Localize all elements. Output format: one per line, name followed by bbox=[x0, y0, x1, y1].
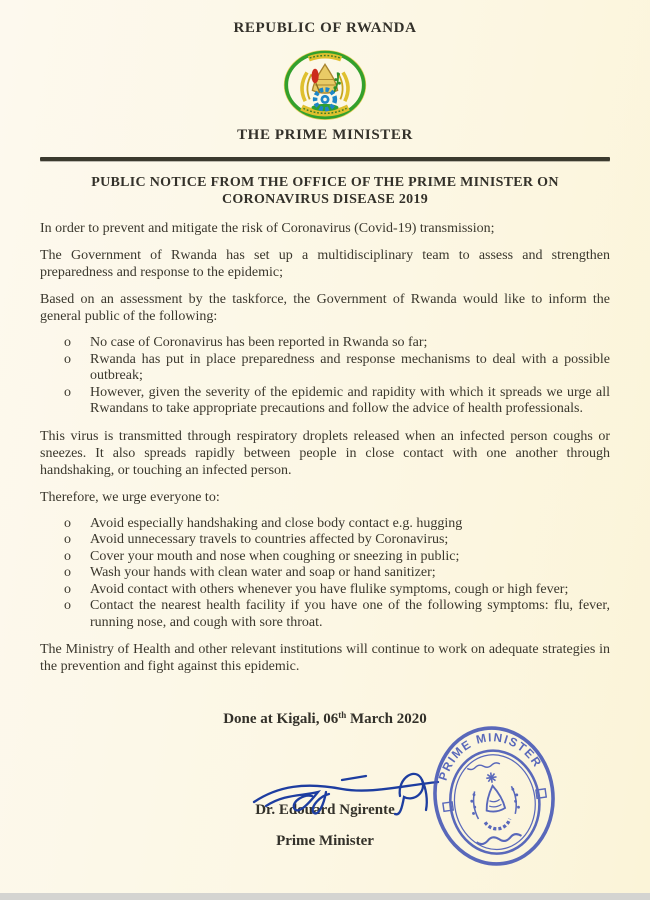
list-item: o No case of Coronavirus has been reported in Rwanda so far; bbox=[64, 335, 428, 350]
list-item: o Avoid contact with others whenever you have flulike symptoms, cough or high fever; bbox=[64, 581, 569, 597]
signatory-name: Dr. Edouard Ngirente bbox=[255, 802, 395, 818]
paragraph-assessment: Based on an assessment by the taskforce, the Government of Rwanda would like to inform the general public of the following: bbox=[40, 292, 610, 324]
bullet-marker: o bbox=[64, 532, 71, 547]
bullet-marker: o bbox=[64, 598, 71, 613]
rwanda-coat-of-arms-icon bbox=[277, 49, 373, 121]
list-item: o However, given the severity of the epidemic and rapidity with which it spreads we urge all Rwandans to take appropriate precautions and follow the advice of health professionals. bbox=[64, 384, 610, 416]
office-title: THE PRIME MINISTER bbox=[237, 127, 413, 143]
list-item: o Rwanda has put in place preparedness and response mechanisms to deal with a possible outbreak; bbox=[64, 351, 610, 383]
list-item: o Contact the nearest health facility if you have one of the following symptoms: flu, fever, running nose, and cough with sore throat. bbox=[64, 598, 610, 630]
bullet-marker: o bbox=[64, 335, 71, 350]
signatory-title: Prime Minister bbox=[276, 833, 374, 849]
bullet-marker: o bbox=[64, 565, 71, 580]
svg-text:PRIME MINISTER: PRIME MINISTER bbox=[435, 730, 546, 783]
paragraph-transmission: This virus is transmitted through respiratory droplets released when an infected person coughs or sneezes. It also spreads rapidly between people in close contact with one another through handshaking, or touching an infected person. bbox=[40, 428, 610, 478]
republic-title: REPUBLIC OF RWANDA bbox=[233, 20, 417, 36]
findings-list bbox=[40, 335, 610, 418]
bullet-marker: o bbox=[64, 515, 71, 531]
paragraph-ministry: The Ministry of Health and other relevant institutions will continue to work on adequate strategies in the prevention and fight against this epidemic. bbox=[40, 642, 610, 674]
bullet-marker: o bbox=[64, 351, 71, 367]
scan-edge bbox=[0, 893, 650, 900]
paragraph-taskteam: The Government of Rwanda has set up a multidisciplinary team to assess and strengthen preparedness and response to the epidemic; bbox=[40, 248, 610, 280]
signature-scribble bbox=[250, 756, 445, 826]
done-at-line: Done at Kigali, 06th March 2020 bbox=[223, 710, 427, 727]
list-item: o Avoid especially handshaking and close body contact e.g. hugging bbox=[64, 515, 463, 531]
precautions-list bbox=[40, 516, 610, 632]
list-item: o Wash your hands with clean water and soap or hand sanitizer; bbox=[64, 565, 436, 580]
divider-rule bbox=[40, 157, 610, 161]
bullet-marker: o bbox=[64, 581, 71, 597]
paragraph-urge: Therefore, we urge everyone to: bbox=[40, 489, 220, 505]
bullet-marker: o bbox=[64, 384, 71, 400]
bullet-marker: o bbox=[64, 548, 71, 564]
list-item: o Cover your mouth and nose when coughing or sneezing in public; bbox=[64, 548, 460, 564]
prime-minister-stamp bbox=[420, 714, 567, 878]
notice-title: PUBLIC NOTICE FROM THE OFFICE OF THE PRIME MINISTER ON CORONAVIRUS DISEASE 2019 bbox=[91, 175, 559, 207]
list-item: o Avoid unnecessary travels to countries affected by Coronavirus; bbox=[64, 532, 449, 547]
paragraph-intro: In order to prevent and mitigate the risk of Coronavirus (Covid-19) transmission; bbox=[40, 221, 495, 236]
